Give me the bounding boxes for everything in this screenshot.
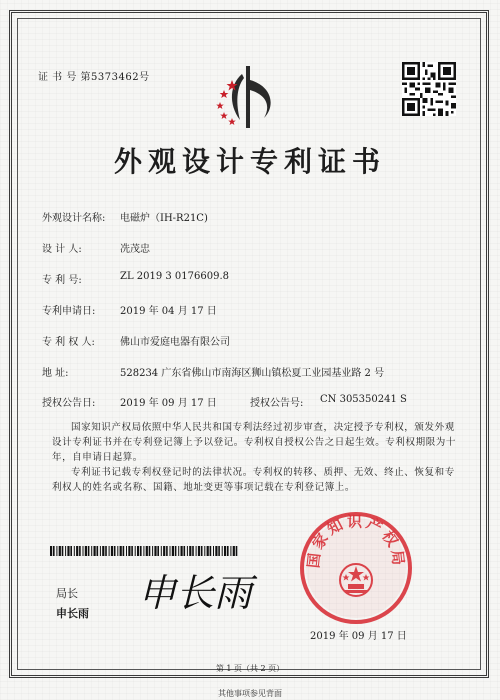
filing-date-label: 专利申请日:	[42, 306, 96, 317]
director-signature	[132, 568, 262, 616]
director-title: 局长	[56, 587, 78, 600]
patent-number-value: ZL 2019 3 0176609.8	[120, 271, 230, 282]
barcode-icon	[50, 546, 238, 556]
director-name: 申长雨	[56, 607, 89, 620]
design-name-value: 电磁炉（IH-R21C)	[120, 213, 208, 224]
grant-number-value: CN 305350241 S	[320, 394, 407, 405]
legal-status-paragraph: 专利证书记载专利权登记时的法律状况。专利权的转移、质押、无效、终止、恢复和专利权人的姓名或名称、国籍、地址变更等事项记载在专利登记簿上。	[52, 467, 455, 493]
seal-text: 国家知识产权局	[304, 512, 408, 569]
patentee-value: 佛山市爱庭电器有限公司	[120, 337, 230, 348]
designer-label: 设 计 人:	[42, 244, 82, 255]
seal-date: 2019 年 09 月 17 日	[310, 631, 407, 642]
page-number: 第 1 页（共 2 页）	[215, 664, 285, 673]
grant-statement-paragraph: 国家知识产权局依照中华人民共和国专利法经过初步审查，决定授予专利权，颁发外观设计专利证书并在专利登记簿上予以登记。专利权自授权公告之日起生效。专利权期限为十年，自申请日起算。	[52, 422, 457, 463]
signature-handwriting: 申长雨	[138, 571, 253, 615]
cnipa-logo-icon	[206, 60, 286, 132]
official-seal	[298, 510, 414, 626]
address-value: 528234 广东省佛山市南海区狮山镇松夏工业园基业路 2 号	[120, 368, 385, 379]
grant-number-label: 授权公告号:	[250, 398, 304, 409]
certificate-number: 证 书 号 第5373462号	[38, 72, 150, 83]
page-title: 外观设计专利证书	[113, 145, 386, 178]
qr-code-icon	[402, 62, 456, 116]
footer-note: 其他事项参见背面	[218, 689, 282, 698]
grant-date-label: 授权公告日:	[42, 398, 96, 409]
patentee-label: 专 利 权 人:	[42, 337, 95, 348]
filing-date-value: 2019 年 04 月 17 日	[120, 306, 217, 317]
grant-date-value: 2019 年 09 月 17 日	[120, 398, 217, 409]
designer-value: 冼茂忠	[120, 244, 150, 255]
patent-number-label: 专 利 号:	[42, 275, 82, 286]
design-name-label: 外观设计名称:	[42, 213, 106, 224]
address-label: 地 址:	[42, 368, 69, 379]
